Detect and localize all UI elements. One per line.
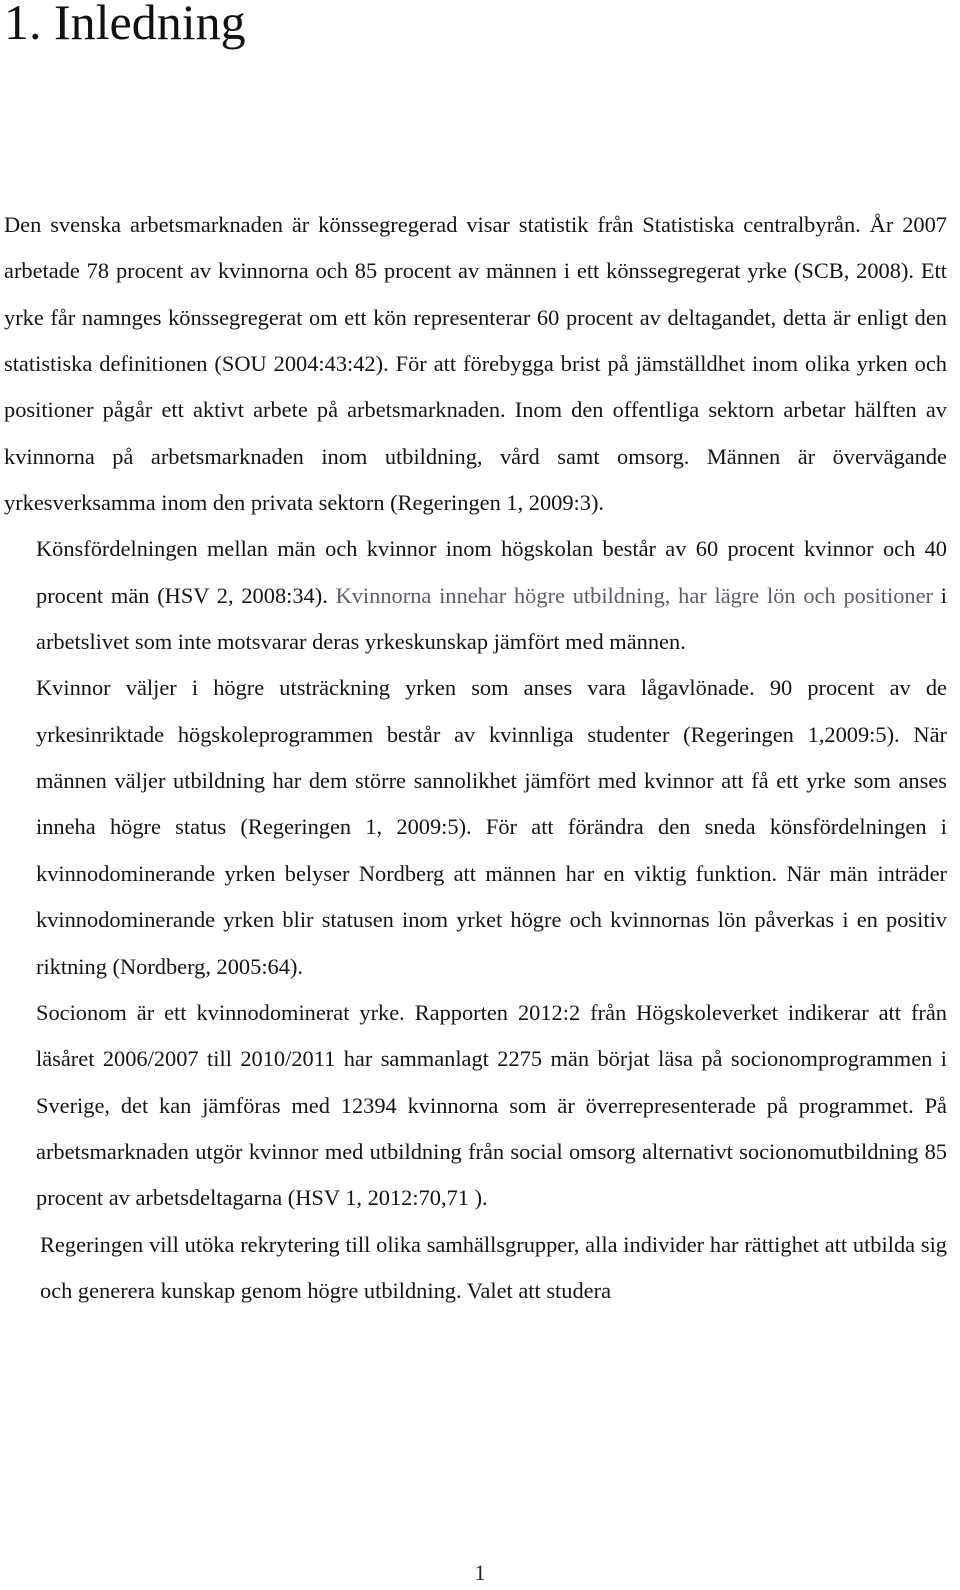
paragraph-5: Regeringen vill utöka rekrytering till olika samhällsgrupper, alla individer har rättighet att utbilda sig och generera kunskap genom högre utbildning. Valet att studera xyxy=(40,1231,947,1303)
paragraph-2-part-3: i arbetslivet som inte motsvarar deras yrkeskunskap jämfört med männen. xyxy=(36,582,947,655)
paragraph-2-highlighted: Kvinnorna innehar högre utbildning, har lägre lön och positioner xyxy=(327,582,934,608)
section-heading: 1. Inledning xyxy=(4,0,246,50)
page-number: 1 xyxy=(474,1560,486,1585)
paragraph-1: Den svenska arbetsmarknaden är könssegregerad visar statistik från Statistiska centralbyrån. År 2007 arbetade 78 procent av kvinnorna och 85 procent av männen i ett könssegregerat yrke (SCB, 2008). Ett yrke får namnges könssegregerat om ett kön representerar 60 procent av deltagandet, detta är enligt den statistiska definitionen (SOU 2004:43:42). För att förebygga brist på jämställdhet inom olika yrken och positioner pågår ett aktivt arbete på arbetsmarknaden. Inom den offentliga sektorn arbetar hälften av kvinnorna på arbetsmarknaden inom utbildning, vård samt omsorg. Männen är övervägande yrkesverksamma inom den privata sektorn (Regeringen 1, 2009:3). xyxy=(4,212,947,516)
paragraph-2 xyxy=(4,526,947,665)
paragraph-4: Socionom är ett kvinnodominerat yrke. Rapporten 2012:2 från Högskoleverket indikerar att från läsåret 2006/2007 till 2010/2011 har sammanlagt 2275 män börjat läsa på socionomprogrammen i Sverige, det kan jämföras med 12394 kvinnorna som är överrepresenterade på programmet. På arbetsmarknaden utgör kvinnor med utbildning från social omsorg alternativt socionomutbildning 85 procent av arbetsdeltagarna (HSV 1, 2012:70,71 ). xyxy=(36,999,947,1211)
paragraph-2-part-1: Könsfördelningen mellan män och kvinnor inom högskolan består av 60 procent kvinnor och 40 procent män (HSV 2, 2008:34). xyxy=(36,536,947,608)
paragraph-3: Kvinnor väljer i högre utsträckning yrken som anses vara lågavlönade. 90 procent av de yrkesinriktade högskoleprogrammen består av kvinnliga studenter (Regeringen 1,2009:5). När männen väljer utbildning har dem större sannolikhet jämfört med kvinnor att få ett yrke som anses inneha högre status (Regeringen 1, 2009:5). För att förändra den sneda könsfördelningen i kvinnodominerande yrken belyser Nordberg att männen har en viktig funktion. När män inträder kvinnodominerande yrken blir statusen inom yrket högre och kvinnornas lön påverkas i en positiv riktning (Nordberg, 2005:64). xyxy=(36,675,947,979)
body-text xyxy=(4,202,947,1314)
